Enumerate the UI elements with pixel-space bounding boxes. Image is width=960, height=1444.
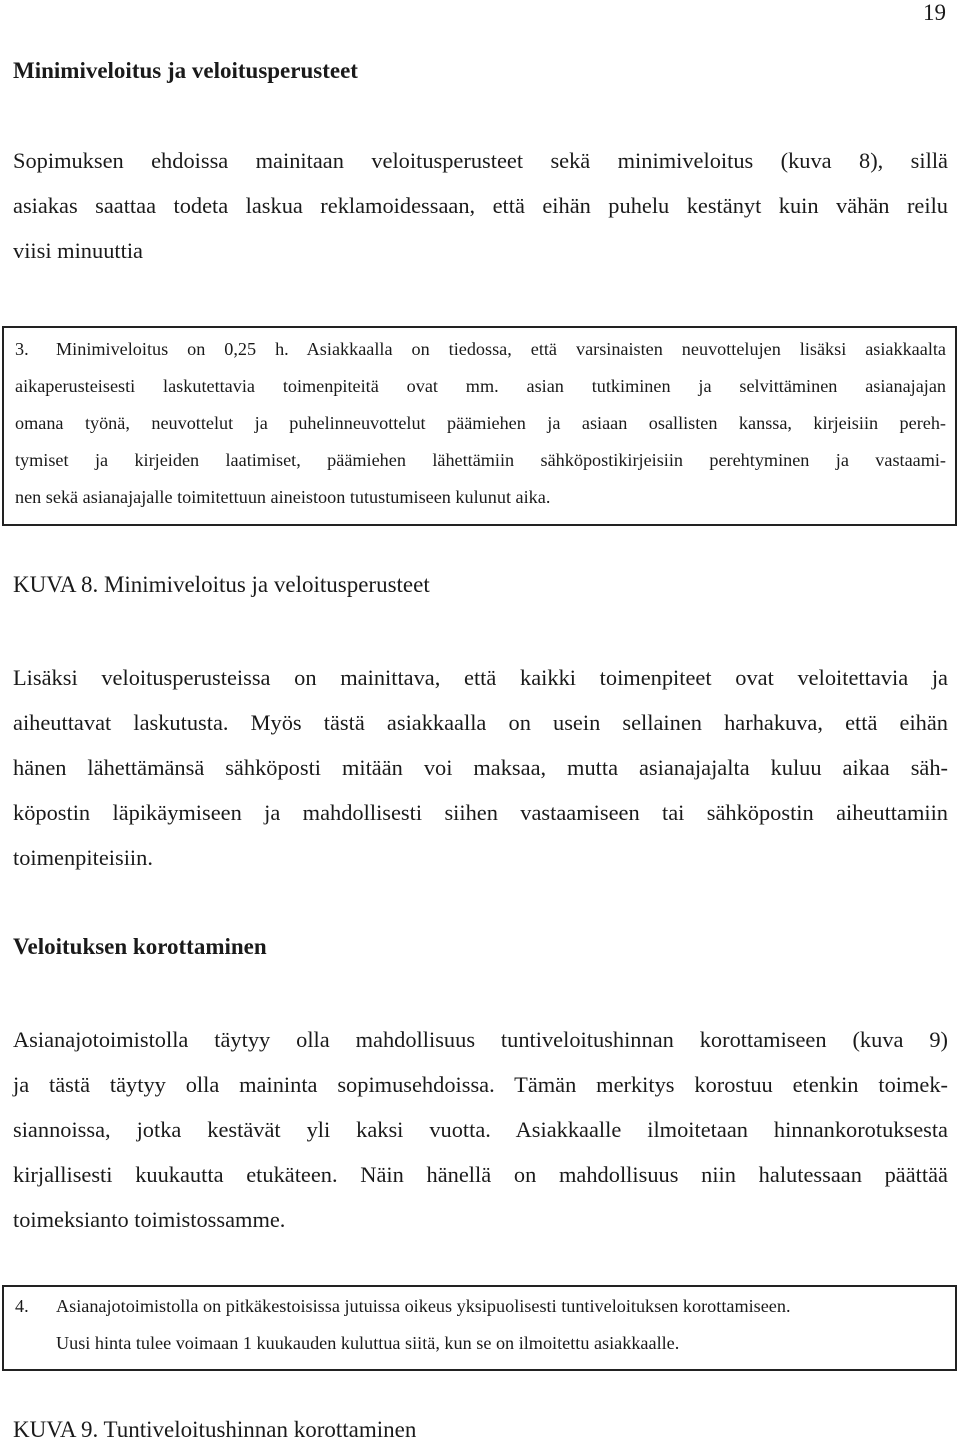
term-text-continued xyxy=(15,368,946,516)
term-line: Minimiveloitus on 0,25 h. Asiakkaalla on tiedossa, että varsinaisten neuvottelujen lisäksi asiakkaalta xyxy=(56,339,946,359)
contract-term-box-4 xyxy=(2,1285,957,1371)
intro-paragraph xyxy=(13,138,948,273)
page-number: 19 xyxy=(923,0,946,25)
paragraph-line: hänen lähettämänsä sähköposti mitään voi maksaa, mutta asianajajalta kuluu aikaa säh- xyxy=(13,755,948,780)
figure-caption-9: KUVA 9. Tuntiveloitushinnan korottaminen xyxy=(13,1417,417,1442)
paragraph-line: viisi minuuttia xyxy=(13,238,143,263)
term-line: nen sekä asianajajalle toimitettuun aineistoon tutustumiseen kulunut aika. xyxy=(15,487,551,507)
paragraph-line: toimenpiteisiin. xyxy=(13,845,153,870)
term-number: 3. xyxy=(15,339,29,359)
section-heading-veloituksen-korottaminen: Veloituksen korottaminen xyxy=(13,934,267,959)
paragraph-line: aiheuttavat laskutusta. Myös tästä asiakkaalla on usein sellainen harhakuva, että eihän xyxy=(13,710,948,735)
paragraph-line: asiakas saattaa todeta laskua reklamoidessaan, että eihän puhelu kestänyt kuin vähän reilu xyxy=(13,193,948,218)
term-text xyxy=(56,331,946,368)
term-text xyxy=(56,1288,946,1362)
section-heading-minimiveloitus: Minimiveloitus ja veloitusperusteet xyxy=(13,58,358,83)
paragraph-line: Asianajotoimistolla täytyy olla mahdollisuus tuntiveloitushinnan korottamiseen (kuva 9) xyxy=(13,1027,948,1052)
paragraph-line: kirjallisesti kuukautta etukäteen. Näin hänellä on mahdollisuus niin halutessaan päättää xyxy=(13,1162,948,1187)
paragraph-line: toimeksianto toimistossamme. xyxy=(13,1207,286,1232)
term-line: aikaperusteisesti laskutettavia toimenpiteitä ovat mm. asian tutkiminen ja selvittäminen asianajajan xyxy=(15,376,946,396)
paragraph-line: ja tästä täytyy olla maininta sopimusehdoissa. Tämän merkitys korostuu etenkin toimek- xyxy=(13,1072,948,1097)
term-line: Asianajotoimistolla on pitkäkestoisissa jutuissa oikeus yksipuolisesti tuntiveloituksen korottamiseen. xyxy=(56,1296,791,1316)
paragraph-line: Sopimuksen ehdoissa mainitaan veloitusperusteet sekä minimiveloitus (kuva 8), sillä xyxy=(13,148,948,173)
paragraph-line: köpostin läpikäymiseen ja mahdollisesti siihen vastaamiseen tai sähköpostin aiheuttamiin xyxy=(13,800,948,825)
body-paragraph-2 xyxy=(13,1017,948,1242)
term-number: 4. xyxy=(15,1296,29,1316)
term-line: tymiset ja kirjeiden laatimiset, päämiehen lähettämiin sähköpostikirjeisiin perehtyminen ja vastaami- xyxy=(15,450,946,470)
paragraph-line: Lisäksi veloitusperusteissa on mainittava, että kaikki toimenpiteet ovat veloitettavia ja xyxy=(13,665,948,690)
paragraph-line: siannoissa, jotka kestävät yli kaksi vuotta. Asiakkaalle ilmoitetaan hinnankorotuksesta xyxy=(13,1117,948,1142)
body-paragraph-1 xyxy=(13,655,948,880)
figure-caption-8: KUVA 8. Minimiveloitus ja veloitusperusteet xyxy=(13,572,430,597)
contract-term-box-3 xyxy=(2,326,957,526)
term-line: Uusi hinta tulee voimaan 1 kuukauden kuluttua siitä, kun se on ilmoitettu asiakkaalle. xyxy=(56,1333,680,1353)
term-line: omana työnä, neuvottelut ja puhelinneuvottelut päämiehen ja asiaan osallisten kanssa, kirjeisiin pereh- xyxy=(15,413,946,433)
